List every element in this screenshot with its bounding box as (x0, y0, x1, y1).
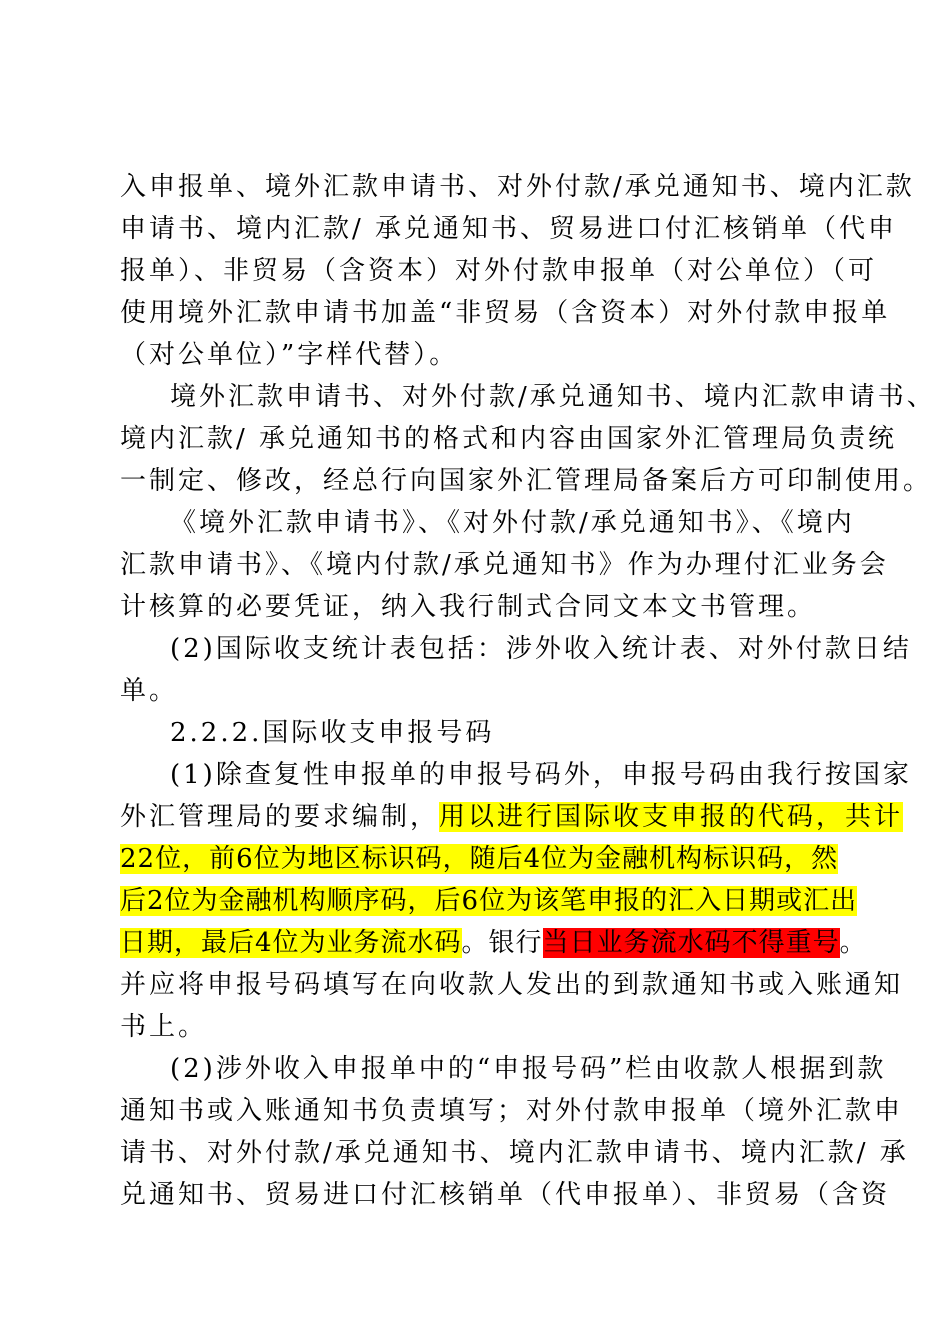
paragraph-line (120, 797, 904, 837)
yellow-highlight: 日期，最后4位为业务流水码 (120, 928, 462, 958)
paragraph-line: (1)除查复性申报单的申报号码外，申报号码由我行按国家 (170, 760, 912, 790)
paragraph-line: 《境外汇款申请书》、《对外付款/承兑通知书》、《境内 (170, 508, 855, 538)
line-text: 。 (839, 928, 867, 958)
section-heading: 2.2.2.国际收支申报号码 (170, 718, 495, 748)
paragraph-line: 计核算的必要凭证，纳入我行制式合同文本文书管理。 (120, 592, 817, 622)
paragraph-line: 入申报单、境外汇款申请书、对外付款/承兑通知书、境内汇款 (120, 172, 915, 202)
paragraph-line: 境外汇款申请书、对外付款/承兑通知书、境内汇款申请书、 (170, 382, 936, 412)
paragraph-line: （对公单位）”字样代替）。 (120, 340, 459, 370)
paragraph-line: 单。 (120, 676, 179, 706)
paragraph-line: 并应将申报号码填写在向收款人发出的到款通知书或入账通知 (120, 970, 904, 1000)
paragraph-line: (2)涉外收入申报单中的“申报号码”栏由收款人根据到款 (170, 1054, 887, 1084)
paragraph-line: 兑通知书、贸易进口付汇核销单（代申报单）、非贸易（含资 (120, 1180, 891, 1210)
yellow-highlight: 22位，前6位为地区标识码，随后4位为金融机构标识码，然 (120, 844, 839, 874)
paragraph-line: 报单）、非贸易（含资本）对外付款申报单（对公单位）（可 (120, 256, 878, 286)
paragraph-line: 汇款申请书》、《境内付款/承兑通知书》作为办理付汇业务会 (120, 550, 889, 580)
paragraph-line: 使用境外汇款申请书加盖“非贸易（含资本）对外付款申报单 (120, 298, 891, 328)
line-text: 。银行 (461, 928, 543, 958)
paragraph-line: 通知书或入账通知书负责填写；对外付款申报单（境外汇款申 (120, 1096, 904, 1126)
yellow-highlight: 用以进行国际收支申报的代码，共计 (439, 802, 904, 832)
line-text: 外汇管理局的要求编制， (120, 802, 440, 832)
yellow-highlight: 后2位为金融机构顺序码，后6位为该笔申报的汇入日期或汇出 (120, 886, 858, 916)
paragraph-line (120, 923, 867, 963)
paragraph-line: 书上。 (120, 1012, 208, 1042)
paragraph-line (120, 881, 858, 921)
paragraph-line: 境内汇款/ 承兑通知书的格式和内容由国家外汇管理局负责统 (120, 424, 898, 454)
paragraph-line: 一制定、修改，经总行向国家外汇管理局备案后方可印制使用。 (120, 466, 933, 496)
paragraph-line: 请书、对外付款/承兑通知书、境内汇款申请书、境内汇款/ 承 (120, 1138, 909, 1168)
paragraph-line: (2)国际收支统计表包括：涉外收入统计表、对外付款日结 (170, 634, 912, 664)
paragraph-line: 申请书、境内汇款/ 承兑通知书、贸易进口付汇核销单（代申 (120, 214, 898, 244)
red-highlight: 当日业务流水码不得重号 (542, 928, 840, 958)
paragraph-line (120, 839, 840, 879)
